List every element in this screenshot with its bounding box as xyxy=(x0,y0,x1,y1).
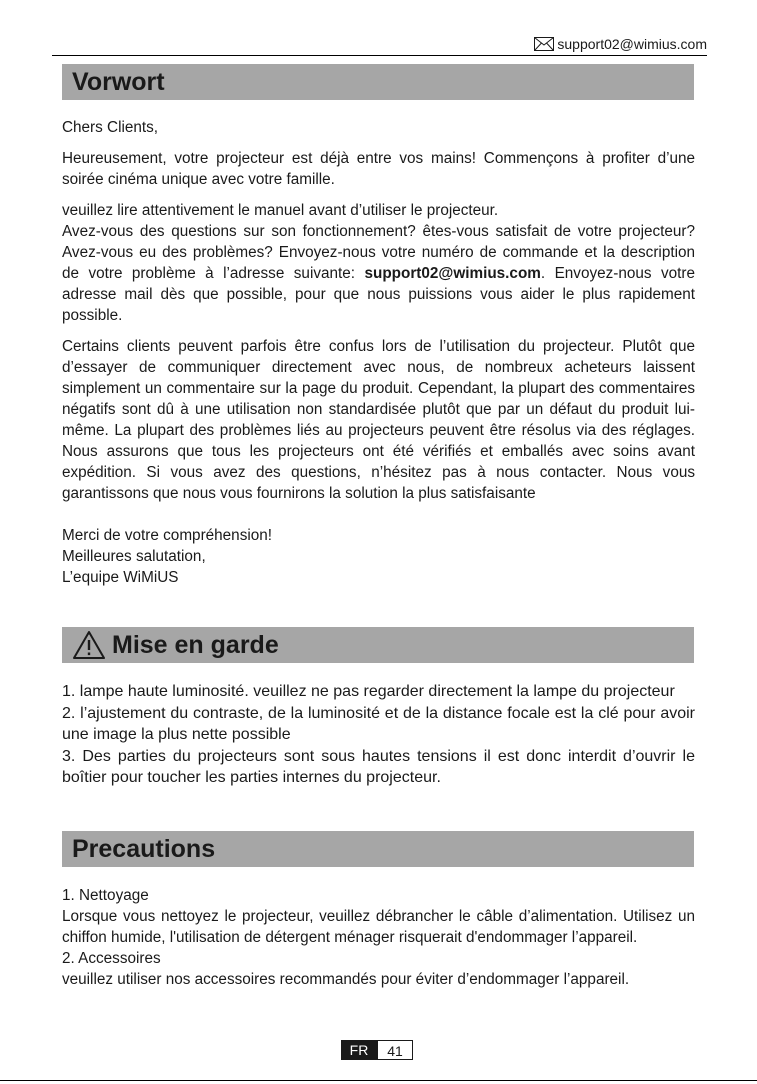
header-rule xyxy=(52,55,707,56)
header-email xyxy=(534,36,707,52)
paragraph: veuillez lire attentivement le manuel avant d’utiliser le projecteur. xyxy=(62,202,499,219)
list-item: 2. l’ajustement du contraste, de la luminosité et de la distance focale est la clé pour avoir une image la plus nette possible xyxy=(62,704,695,743)
closing-line: Meilleures salutation, xyxy=(62,548,206,565)
subheading: 1. Nettoyage xyxy=(62,887,149,904)
section-banner-precautions xyxy=(62,831,694,867)
paragraph: Heureusement, votre projecteur est déjà entre vos mains! Commençons à profiter d’une soirée cinéma unique avec votre famille. xyxy=(62,150,695,188)
list-item: 1. lampe haute luminosité. veuillez ne pas regarder directement la lampe du projecteur xyxy=(62,683,675,700)
section-title: Mise en garde xyxy=(112,630,279,659)
email-text[interactable]: support02@wimius.com xyxy=(557,36,707,52)
warning-triangle-icon xyxy=(72,630,106,660)
mise-en-garde-body xyxy=(62,681,695,789)
page-number: 41 xyxy=(377,1040,413,1060)
paragraph: Certains clients peuvent parfois être confus lors de l’utilisation du projecteur. Plutôt que d’essayer de communiquer directement avec nous, de nombreux acheteurs laissent simplement un commentaire sur la page du produit. Cependant, la plupart des commentaires négatifs sont dû à une utilisation non standardisée plutôt que par un défaut du produit lui-même. La plupart des problèmes liés au projecteurs peuvent être résolus via des réglages. Nous assurons que tous les projecteurs ont été vérifiés et emballés avec soins avant expédition. Si vous avez des questions, n’hésitez pas à nous contacter. Nous vous garantissons que nous vous fournirons la solution la plus satisfaisante xyxy=(62,338,695,502)
closing-line: Merci de votre compréhension! xyxy=(62,527,273,544)
section-title: Precautions xyxy=(72,834,216,863)
subheading: 2. Accessoires xyxy=(62,950,161,967)
vorwort-body xyxy=(62,117,695,588)
bottom-rule xyxy=(0,1080,757,1081)
list-item: 3. Des parties du projecteurs sont sous hautes tensions il est donc interdit d’ouvrir le boîtier pour toucher les parties internes du projecteur. xyxy=(62,747,695,786)
section-banner-vorwort xyxy=(62,64,694,100)
paragraph-text: Avez-vous des questions sur son fonctionnement? êtes-vous satisfait de votre projecteur? Avez-vous eu des problèmes? Envoyez-nous votre numéro de commande et la description de votre problème à l’adresse suivante: xyxy=(62,223,695,282)
page-footer xyxy=(341,1040,413,1060)
greeting: Chers Clients, xyxy=(62,119,159,136)
envelope-icon xyxy=(534,37,554,51)
support-email[interactable]: support02@wimius.com xyxy=(364,265,541,282)
language-badge: FR xyxy=(341,1040,377,1060)
section-banner-mise-en-garde xyxy=(62,627,694,663)
precautions-body xyxy=(62,885,695,990)
closing-line: L’equipe WiMiUS xyxy=(62,569,179,586)
section-title: Vorwort xyxy=(72,67,165,96)
paragraph-text: . Envoyez-nous votre adresse mail dès que possible, pour que nous puissions vous aider le plus rapidement possible. xyxy=(62,265,695,324)
paragraph xyxy=(62,221,695,326)
paragraph: veuillez utiliser nos accessoires recommandés pour éviter d’endommager l’appareil. xyxy=(62,971,630,988)
paragraph: Lorsque vous nettoyez le projecteur, veuillez débrancher le câble d’alimentation. Utilisez un chiffon humide, l'utilisation de détergent ménager risquerait d'endommager l’appareil. xyxy=(62,908,695,946)
